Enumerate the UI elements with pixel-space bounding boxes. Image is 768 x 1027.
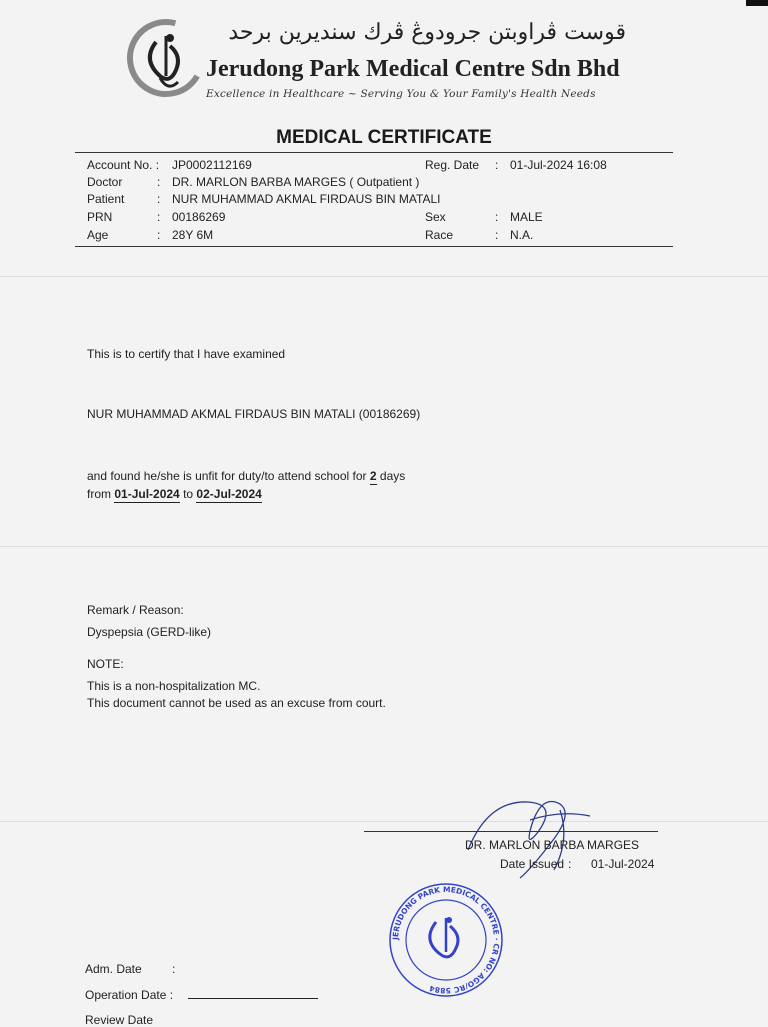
document-title: MEDICAL CERTIFICATE xyxy=(276,127,492,148)
company-name-jawi: قوست ڤراوبتن جرودوڠ ڤرك سنديرين برحد xyxy=(228,20,626,45)
unfit-statement xyxy=(87,469,405,483)
to-date: 02-Jul-2024 xyxy=(196,487,262,501)
doctor-colon: : xyxy=(157,175,161,189)
doctor-value: DR. MARLON BARBA MARGES ( Outpatient ) xyxy=(172,175,420,189)
race-value: N.A. xyxy=(510,228,534,242)
date-issued-label: Date Issued xyxy=(500,857,565,871)
account-value: JP0002112169 xyxy=(172,158,252,172)
date-issued-value: 01-Jul-2024 xyxy=(591,857,655,871)
certify-intro: This is to certify that I have examined xyxy=(87,347,286,361)
patient-colon: : xyxy=(157,192,161,206)
age-label: Age xyxy=(87,228,109,242)
note-line-2: This document cannot be used as an excuse from court. xyxy=(87,696,386,710)
paper-fold xyxy=(0,546,768,547)
reg-date-label: Reg. Date xyxy=(425,158,480,172)
from-date: 01-Jul-2024 xyxy=(114,487,180,501)
from-label: from xyxy=(87,487,111,501)
days-suffix: days xyxy=(379,469,406,483)
days-count: 2 xyxy=(369,469,377,483)
official-stamp xyxy=(386,880,506,1000)
operation-date-blank xyxy=(188,998,318,999)
prn-colon: : xyxy=(157,210,161,224)
reg-date-colon: : xyxy=(495,158,499,172)
paper-fold xyxy=(0,821,768,822)
sex-colon: : xyxy=(495,210,499,224)
remark-label: Remark / Reason: xyxy=(87,603,184,617)
age-value: 28Y 6M xyxy=(172,228,214,242)
race-colon: : xyxy=(495,228,499,242)
stamp-text: JERUDONG PARK MEDICAL CENTRE · CR NO: AGO/RC 5884 xyxy=(390,884,502,996)
page-edge-mark xyxy=(746,0,768,6)
race-label: Race xyxy=(425,228,454,242)
certified-patient: NUR MUHAMMAD AKMAL FIRDAUS BIN MATALI (00186269) xyxy=(87,407,421,421)
review-date-label: Review Date xyxy=(85,1013,154,1027)
patient-label: Patient xyxy=(87,192,125,206)
prn-label: PRN xyxy=(87,210,113,224)
note-label: NOTE: xyxy=(87,657,124,671)
operation-date-label: Operation Date : xyxy=(85,988,174,1002)
remark-value: Dyspepsia (GERD-like) xyxy=(87,625,212,639)
paper-fold xyxy=(0,276,768,277)
doctor-label: Doctor xyxy=(87,175,123,189)
hospital-logo-icon xyxy=(126,18,204,98)
company-tagline: Excellence in Healthcare ~ Serving You & Your Family's Health Needs xyxy=(206,88,596,100)
date-issued-colon: : xyxy=(568,857,572,871)
signing-doctor: DR. MARLON BARBA MARGES xyxy=(465,838,640,852)
prn-value: 00186269 xyxy=(172,210,226,224)
company-name: Jerudong Park Medical Centre Sdn Bhd xyxy=(206,56,620,82)
to-label: to xyxy=(183,487,194,501)
sex-value: MALE xyxy=(510,210,543,224)
info-top-rule xyxy=(75,152,673,153)
sex-label: Sex xyxy=(425,210,446,224)
unfit-prefix: and found he/she is unfit for duty/to attend school for xyxy=(87,469,367,483)
adm-date-label: Adm. Date xyxy=(85,962,142,976)
signature-line xyxy=(364,831,658,832)
patient-value: NUR MUHAMMAD AKMAL FIRDAUS BIN MATALI xyxy=(172,192,441,206)
reg-date-value: 01-Jul-2024 16:08 xyxy=(510,158,607,172)
adm-date-colon: : xyxy=(172,962,176,976)
age-colon: : xyxy=(157,228,161,242)
note-line-1: This is a non-hospitalization MC. xyxy=(87,679,261,693)
info-bottom-rule xyxy=(75,246,673,247)
account-label: Account No. : xyxy=(87,158,160,172)
date-range xyxy=(87,487,262,501)
